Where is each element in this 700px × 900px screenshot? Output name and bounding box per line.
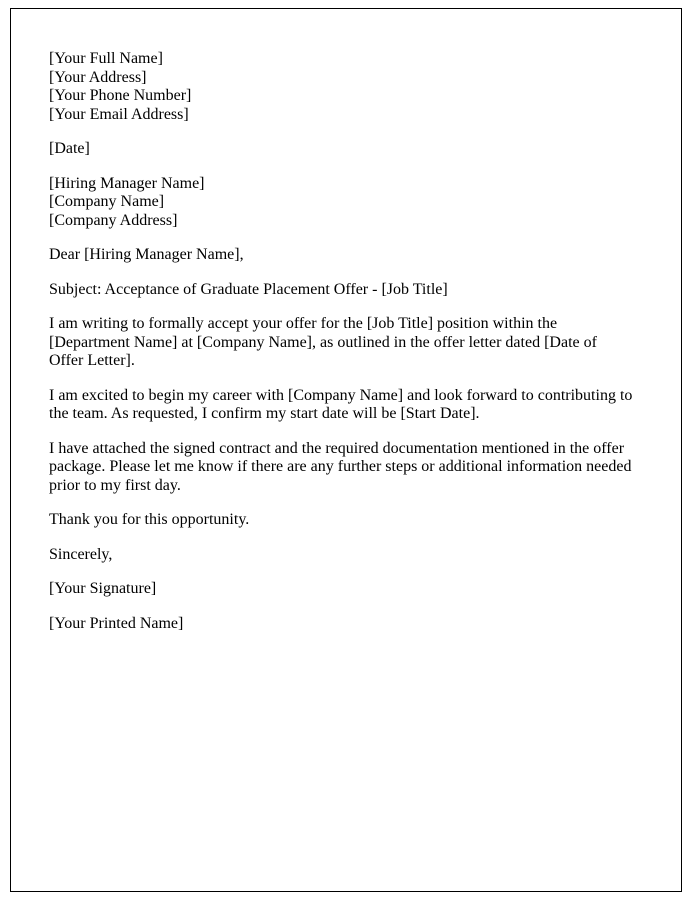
date-line: [Date] — [49, 140, 90, 157]
sender-email-line: [Your Email Address] — [49, 105, 189, 123]
recipient-address-line: [Company Address] — [49, 211, 178, 229]
recipient-block — [49, 175, 633, 231]
body-paragraph-2: I am excited to begin my career with [Company Name] and look forward to contributing to the team. As requested, I confirm my start date will be [Start Date]. — [49, 386, 633, 422]
sender-name-line: [Your Full Name] — [49, 50, 163, 67]
body-paragraph-3: I have attached the signed contract and the required documentation mentioned in the offer package. Please let me know if there are any further steps or additional information needed prior to my first day. — [49, 439, 632, 494]
salutation: Dear [Hiring Manager Name], — [49, 246, 244, 263]
thank-you-line: Thank you for this opportunity. — [49, 511, 250, 528]
recipient-name-line: [Hiring Manager Name] — [49, 174, 205, 192]
printed-name-placeholder: [Your Printed Name] — [49, 614, 184, 632]
signature-placeholder: [Your Signature] — [49, 580, 157, 597]
closing: Sincerely, — [49, 545, 113, 563]
sender-phone-line: [Your Phone Number] — [49, 87, 192, 104]
body-paragraph-1: I am writing to formally accept your offer for the [Job Title] position within the [Department Name] at [Company Name], as outlined in the offer letter dated [Date of Offer Letter]. — [49, 315, 597, 369]
recipient-company-line: [Company Name] — [49, 193, 165, 210]
subject-line: Subject: Acceptance of Graduate Placement Offer - [Job Title] — [49, 280, 448, 298]
sender-block — [49, 50, 633, 124]
letter-page — [10, 8, 682, 892]
sender-address-line: [Your Address] — [49, 68, 147, 86]
